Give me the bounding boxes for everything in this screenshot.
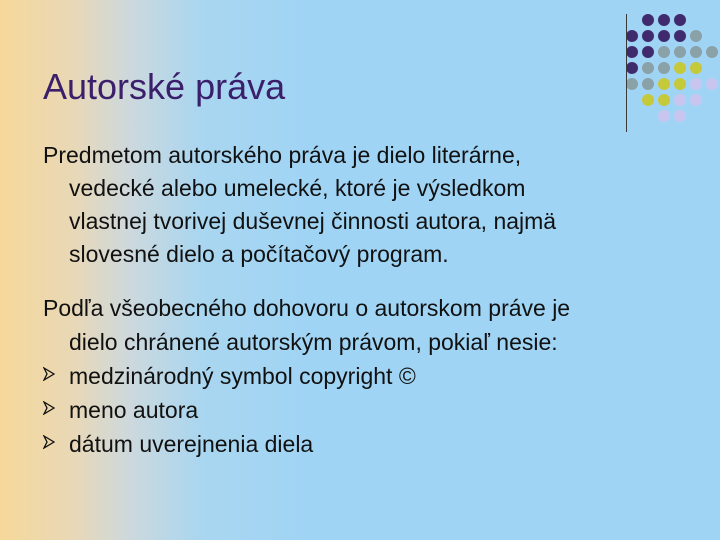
paragraph-line: vedecké alebo umelecké, ktoré je výsledkom [69,175,526,201]
paragraph-line: vlastnej tvorivej duševnej činnosti autora, najmä [69,208,557,234]
list-item-text: meno autora [69,397,199,423]
paragraph-definition [43,139,663,271]
list-item [43,427,683,461]
paragraph-line: Podľa všeobecného dohovoru o autorskom práve je [43,295,571,321]
list-item-text: dátum uverejnenia diela [69,431,314,457]
slide-title: Autorské práva [43,66,286,107]
vertical-divider-line [626,14,627,132]
list-item-text: medzinárodný symbol copyright © [69,363,416,389]
paragraph-line: slovesné dielo a počítačový program. [69,241,449,267]
arrow-bullet-icon [43,359,69,393]
list-item [43,393,683,427]
paragraph-convention [43,291,683,461]
arrow-bullet-icon [43,427,69,461]
paragraph-line: dielo chránené autorským právom, pokiaľ nesie: [69,329,558,355]
paragraph-line: Predmetom autorského práva je dielo literárne, [43,142,522,168]
arrow-bullet-icon [43,393,69,427]
list-item [43,359,683,393]
